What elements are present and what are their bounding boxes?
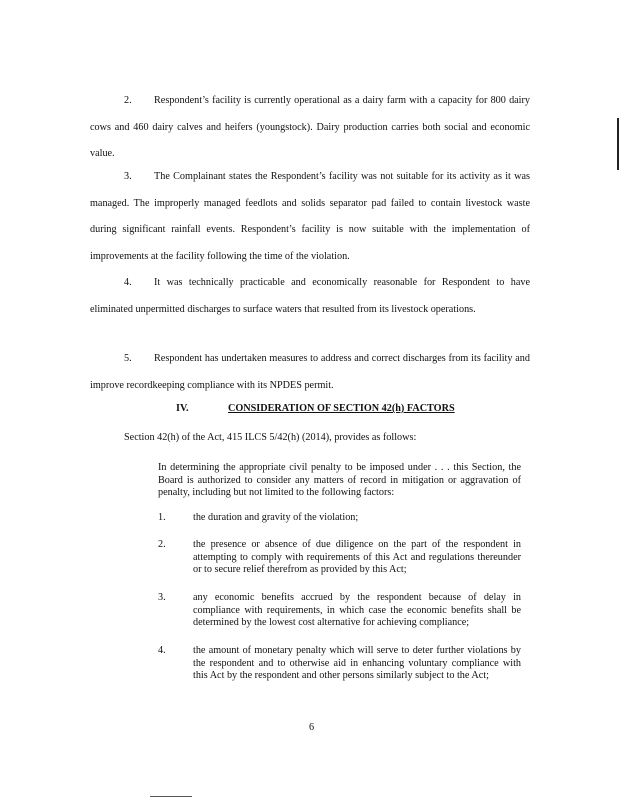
block-quote: In determining the appropriate civil penalty to be imposed under . . . this Section, the Board is authorized to consider any matters of record in mitigation or aggravation of penalty, including but not limited to the following factors: bbox=[158, 462, 521, 498]
factor-number: 1. bbox=[158, 512, 166, 523]
paragraph-text: Respondent’s facility is currently operational as a dairy farm with a capacity for 800 dairy cows and 460 dairy calves and heifers (youngstock). Dairy production carries both social and economic value. bbox=[90, 95, 530, 159]
paragraph-2 bbox=[90, 88, 530, 168]
factor-text: the amount of monetary penalty which will serve to deter further violations by the respondent and to otherwise aid in enhancing voluntary compliance with this Act by the respondent and other persons similarly subject to the Act; bbox=[193, 645, 521, 681]
factor-text: the duration and gravity of the violation; bbox=[193, 512, 359, 523]
section-heading bbox=[176, 403, 455, 414]
paragraph-number: 3. bbox=[124, 171, 132, 182]
factor-number: 3. bbox=[158, 592, 166, 603]
paragraph-4 bbox=[90, 270, 530, 323]
paragraph-text: The Complainant states the Respondent’s facility was not suitable for its activity as it was managed. The improperly managed feedlots and solids separator pad failed to contain livestock waste during significant rainfall events. Respondent’s facility is now suitable with the implementation of improvements at the facility following the time of the violation. bbox=[90, 171, 530, 262]
factor-number: 4. bbox=[158, 645, 166, 656]
paragraph-number: 5. bbox=[124, 353, 132, 364]
paragraph-5 bbox=[90, 346, 530, 399]
factor-number: 2. bbox=[158, 539, 166, 550]
factor-text: the presence or absence of due diligence on the part of the respondent in attempting to comply with requirements of this Act and regulations thereunder or to secure relief therefrom as provided by this Act; bbox=[193, 539, 521, 575]
section-intro: Section 42(h) of the Act, 415 ILCS 5/42(h) (2014), provides as follows: bbox=[124, 432, 417, 443]
paragraph-text: It was technically practicable and economically reasonable for Respondent to have eliminated unpermitted discharges to surface waters that resulted from its livestock operations. bbox=[90, 277, 530, 315]
factor-text: any economic benefits accrued by the respondent because of delay in compliance with requirements, in which case the economic benefits shall be determined by the lowest cost alternative for achieving compliance; bbox=[193, 592, 521, 628]
section-numeral: IV. bbox=[176, 403, 189, 414]
paragraph-3 bbox=[90, 164, 530, 270]
paragraph-number: 4. bbox=[124, 277, 132, 288]
paragraph-text: Respondent has undertaken measures to address and correct discharges from its facility and improve recordkeeping compliance with its NPDES permit. bbox=[90, 353, 530, 391]
paragraph-number: 2. bbox=[124, 95, 132, 106]
scan-edge-mark bbox=[617, 118, 619, 170]
section-title: CONSIDERATION OF SECTION 42(h) FACTORS bbox=[228, 403, 455, 414]
page-number: 6 bbox=[309, 722, 315, 733]
scan-bottom-mark bbox=[150, 796, 192, 797]
